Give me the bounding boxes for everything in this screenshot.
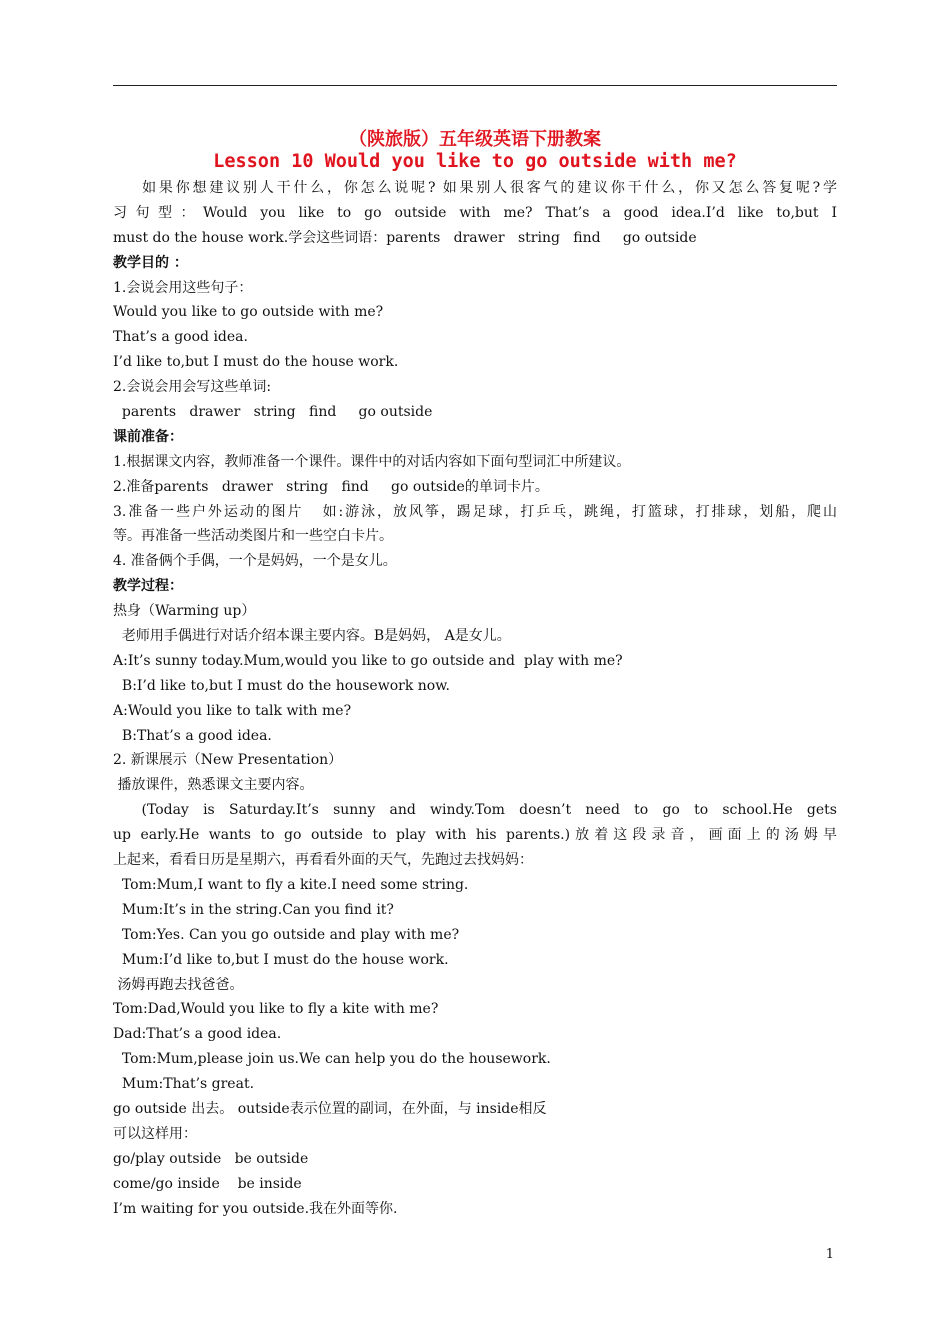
text-line: 如果你想建议别人干什么，你怎么说呢? 如果别人很客气的建议你干什么，你又怎么答复呢?学: [113, 180, 837, 196]
text-line: 热身（Warming up）: [113, 603, 256, 620]
text-line: 老师用手偶进行对话介绍本课主要内容。B是妈妈， A是女儿。: [113, 628, 511, 645]
text-line: 2.会说会用会写这些单词:: [113, 379, 272, 396]
text-line: 1.会说会用这些句子：: [113, 279, 253, 296]
text-line: Mum:It’s in the string.Can you find it?: [113, 901, 394, 918]
header-rule: [113, 85, 837, 86]
page-number: 1: [825, 1247, 834, 1262]
text-line: Mum:That’s great.: [113, 1076, 255, 1093]
text-line: A:Would you like to talk with me?: [113, 702, 352, 719]
text-line: 2.准备parents drawer string find go outside的单词卡片。: [113, 478, 549, 495]
text-line: 2. 新课展示（New Presentation）: [113, 752, 343, 769]
section-heading: 教学目的 ：: [113, 254, 188, 271]
text-line: 习句型：Would you like to go outside with me? That’s a good idea.I’d like to,but I: [113, 204, 837, 221]
text-line: 1.根据课文内容，教师准备一个课件。课件中的对话内容如下面句型词汇中所建议。: [113, 453, 631, 470]
text-line: 3.准备一些户外运动的图片 如:游泳，放风筝，踢足球，打乒乓，跳绳，打篮球，打排球，划船，爬山: [113, 503, 837, 520]
text-line: B:That’s a good idea.: [113, 727, 272, 744]
section-heading: 课前准备：: [113, 428, 183, 445]
text-line: Would you like to go outside with me?: [113, 304, 384, 321]
header-title: （陕旅版）五年级英语下册教案: [349, 129, 601, 150]
text-line: go/play outside be outside: [113, 1150, 309, 1167]
text-line: That’s a good idea.: [113, 329, 248, 346]
text-line: 汤姆再跑去找爸爸。: [113, 976, 244, 993]
section-heading: 教学过程：: [113, 578, 183, 595]
text-line: must do the house work.学会这些词语：parents drawer string find go outside: [113, 229, 697, 246]
text-line: 可以这样用：: [113, 1125, 197, 1142]
text-line: Tom:Mum,please join us.We can help you do the housework.: [113, 1051, 551, 1068]
text-line: 播放课件，熟悉课文主要内容。: [113, 777, 314, 794]
text-line: 4. 准备俩个手偶，一个是妈妈，一个是女儿。: [113, 553, 397, 570]
text-line: 等。再准备一些活动类图片和一些空白卡片。: [113, 528, 393, 545]
text-line: parents drawer string find go outside: [113, 404, 433, 421]
text-line: A:It’s sunny today.Mum,would you like to go outside and play with me?: [113, 652, 623, 669]
text-line: Dad:That’s a good idea.: [113, 1026, 282, 1043]
text-line: up early.He wants to go outside to play with his parents.)放着这段录音，画面上的汤姆早: [113, 827, 837, 844]
text-line: Mum:I’d like to,but I must do the house work.: [113, 951, 449, 968]
text-line: I’d like to,but I must do the house work.: [113, 354, 399, 371]
text-line: 上起来，看看日历是星期六，再看看外面的天气，先跑过去找妈妈：: [113, 852, 533, 869]
document-body: [113, 176, 837, 1221]
text-line: (Today is Saturday.It’s sunny and windy.Tom doesn’t need to go to school.He gets: [113, 802, 837, 819]
text-line: Tom:Yes. Can you go outside and play with me?: [113, 926, 460, 943]
text-line: B:I’d like to,but I must do the housework now.: [113, 677, 450, 694]
lesson-title: Lesson 10 Would you like to go outside with me?: [213, 151, 737, 172]
text-line: I’m waiting for you outside.我在外面等你.: [113, 1200, 398, 1217]
text-line: Tom:Dad,Would you like to fly a kite with me?: [113, 1001, 439, 1018]
text-line: Tom:Mum,I want to fly a kite.I need some string.: [113, 876, 469, 893]
text-line: come/go inside be inside: [113, 1175, 302, 1192]
text-line: go outside 出去。 outside表示位置的副词，在外面，与 inside相反: [113, 1100, 547, 1117]
